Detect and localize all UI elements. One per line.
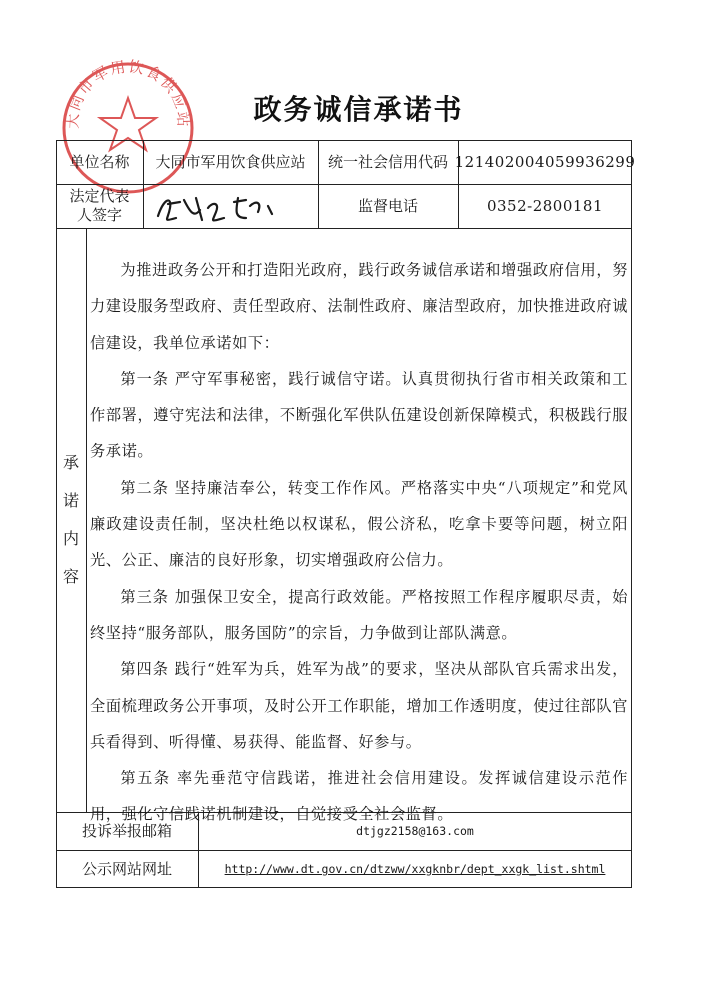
complaint-email-value[interactable]: dtjgz2158@163.com: [356, 823, 474, 838]
legal-rep-label: [56, 184, 143, 228]
article-4: 第四条 践行“姓军为兵，姓军为战”的要求，坚决从部队官兵需求出发，全面梳理政务公开事项，及时公开工作职能，增加工作透明度，使过往部队官兵看得到、听得懂、易获得、能监督、好参与。: [90, 660, 628, 751]
legal-rep-label-line2: 人签字: [76, 206, 122, 224]
website-link[interactable]: http://www.dt.gov.cn/dtzww/xxgknbr/dept_xxgk_list.shtml: [224, 861, 606, 876]
website-label: 公示网站网址: [81, 859, 172, 878]
commitment-label-char: 诺: [62, 491, 79, 510]
commitment-body: [90, 252, 628, 833]
supervision-phone-value: 0352-2800181: [486, 196, 604, 215]
supervision-phone-label: 监督电话: [357, 196, 418, 215]
complaint-email-label: 投诉举报邮箱: [81, 821, 172, 840]
seal-text: 大同市军用饮食供应站: [63, 58, 193, 129]
commitment-label-char: 承: [62, 453, 79, 472]
article-1: 第一条 严守军事秘密，践行诚信守诺。认真贯彻执行省市相关政策和工作部署，遵守宪法和法律，不断强化军供队伍建设创新保障模式，积极践行服务承诺。: [90, 369, 628, 461]
unit-name-value: 大同市军用饮食供应站: [155, 152, 306, 171]
credit-code-value: 121402004059936299: [454, 152, 636, 171]
article-5: 第五条 率先垂范守信践诺，推进社会信用建设。发挥诚信建设示范作用，强化守信践诺机制建设，自觉接受全社会监督。: [90, 769, 628, 824]
unit-name-label: 单位名称: [69, 152, 130, 171]
article-2: 第二条 坚持廉洁奉公，转变工作作风。严格落实中央“八项规定”和党风廉政建设责任制，坚决杜绝以权谋私，假公济私，吃拿卡要等问题，树立阳光、公正、廉洁的良好形象，切实增强政府公信力。: [90, 478, 628, 570]
commitment-label-char: 容: [62, 567, 79, 586]
credit-code-label: 统一社会信用代码: [327, 152, 448, 171]
handwritten-signature: [150, 188, 280, 228]
legal-rep-label-line1: 法定代表: [69, 187, 130, 206]
page-title: 政务诚信承诺书: [253, 93, 464, 126]
commitment-label-char: 内: [62, 529, 79, 548]
intro-paragraph: 为推进政务公开和打造阳光政府，践行政务诚信承诺和增强政府信用，努力建设服务型政府、责任型政府、法制性政府、廉洁型政府，加快推进政府诚信建设，我单位承诺如下：: [90, 261, 628, 352]
commitment-content-label: [56, 228, 86, 812]
article-3: 第三条 加强保卫安全，提高行政效能。严格按照工作程序履职尽责，始终坚持“服务部队，服务国防”的宗旨，力争做到让部队满意。: [90, 587, 628, 642]
